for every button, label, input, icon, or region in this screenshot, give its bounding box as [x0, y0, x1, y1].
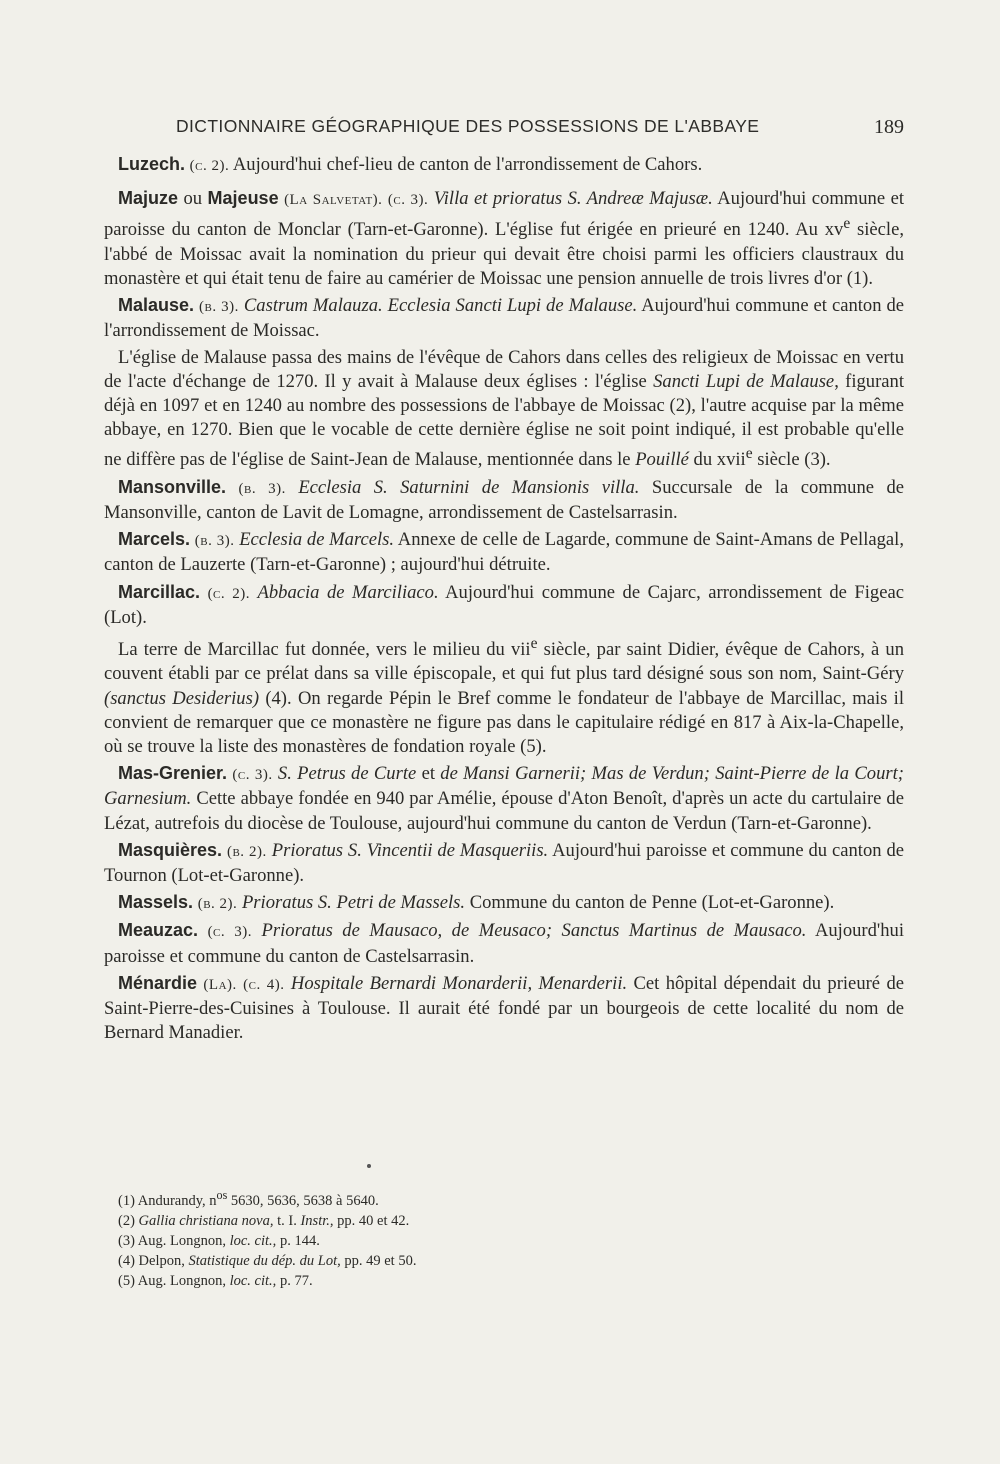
headword: Mansonville.	[118, 476, 227, 497]
paragraph-malause	[104, 346, 904, 473]
entry-masquieres	[104, 838, 904, 888]
entry-massels	[104, 890, 904, 916]
headword: Luzech.	[118, 154, 186, 174]
footnote-3	[118, 1231, 818, 1251]
headword: Meauzac.	[118, 920, 199, 941]
headword: Majuze	[118, 188, 179, 209]
entry-marcillac	[104, 580, 904, 630]
alternate-name: (La Salvetat).	[284, 192, 383, 209]
footnote-text: Aug. Longnon,	[137, 1232, 230, 1249]
latin-name: S. Petrus de Curte	[277, 763, 417, 785]
map-reference: (c. 3).	[387, 192, 429, 209]
footnote-4	[118, 1251, 818, 1271]
latin-name: Hospitale Bernardi Monarderii, Menarderii.	[290, 972, 628, 994]
headword-variant: Majeuse	[207, 188, 279, 209]
footnote-text: t. I.	[273, 1212, 301, 1229]
conjunction: ou	[183, 188, 203, 210]
superscript: os	[216, 1188, 228, 1202]
footnote-number: (4)	[118, 1252, 135, 1269]
entry-majuze	[104, 186, 904, 291]
running-header	[104, 116, 904, 142]
footnote-text: Aug. Longnon,	[137, 1272, 230, 1289]
headword: Marcels.	[118, 529, 191, 550]
footnote-title: loc. cit.,	[229, 1272, 277, 1289]
latin-name: Prioratus de Mausaco, de Meusaco; Sanctus Martinus de Mausaco.	[261, 920, 807, 942]
running-title: DICTIONNAIRE GÉOGRAPHIQUE DES POSSESSIONS DE L'ABBAYE	[176, 116, 760, 136]
headword: Mas-Grenier.	[118, 763, 228, 784]
alternate-name: (La).	[203, 976, 237, 993]
entry-malause	[104, 293, 904, 343]
superscript: e	[843, 215, 851, 233]
footnote-number: (5)	[118, 1272, 135, 1289]
map-reference: (b. 2).	[197, 896, 238, 913]
map-reference: (c. 3).	[232, 767, 273, 784]
latin-name: Ecclesia de Marcels.	[239, 529, 395, 551]
headword: Massels.	[118, 892, 194, 913]
entry-text: Aujourd'hui commune et canton de l'arrondissement de Moissac.	[104, 295, 905, 342]
paragraph-text: , figurant déjà en 1097 et en 1240 au nombre des possessions de l'abbaye de Moissac (2), l'autre acquise par la même abbaye, en 1270. Bien que le vocable de cette dernière église ne soit point indiqué, il est probable qu'elle ne diffère pas de l'église de Saint-Jean de Malause, mentionnée dans le	[104, 370, 905, 471]
page-number: 189	[874, 116, 904, 138]
footnote-text: Andurandy, n	[137, 1192, 217, 1209]
entry-text: Cet hôpital dépendait du prieuré de Saint-Pierre-des-Cuisines à Toulouse. Il aurait été fondé par un bourgeois de cette localité du nom de Bernard Manadier.	[104, 972, 904, 1044]
footnote-number: (2)	[118, 1212, 135, 1229]
entry-text: Commune du canton de Penne (Lot-et-Garonne).	[469, 892, 835, 914]
latin-name: Ecclesia S. Saturnini de Mansionis villa.	[298, 476, 640, 498]
entry-text-continued: siècle, l'abbé de Moissac avait la nomination du prieur qui devait être choisi parmi les officiers claustraux du monastère et qui était tenu de faire au camérier de Moissac une pension annuelle de trois livres d'or (1).	[104, 219, 904, 289]
map-reference: (c. 4).	[243, 976, 285, 993]
latin-name: Prioratus S. Petri de Massels.	[241, 892, 466, 914]
map-reference: (b. 2).	[226, 843, 267, 860]
entry-text: Aujourd'hui paroisse et commune du canton de Castelsarrasin.	[104, 920, 905, 967]
footnote-title: Gallia christiana nova,	[138, 1212, 274, 1229]
map-reference: (c. 2).	[189, 158, 230, 174]
footnote-5	[118, 1271, 818, 1291]
paragraph-text: siècle (3).	[752, 449, 831, 471]
headword: Ménardie	[118, 972, 198, 993]
footnote-1	[118, 1185, 818, 1211]
separator-dot	[367, 1164, 371, 1168]
footnote-text: p. 144.	[276, 1232, 320, 1249]
footnote-text: Delpon,	[138, 1252, 189, 1269]
footnote-2	[118, 1211, 818, 1231]
conjunction: et	[421, 763, 435, 785]
latin-name: Villa et prioratus S. Andreæ Majusæ.	[433, 188, 713, 210]
footnote-number: (1)	[118, 1192, 135, 1209]
map-reference: (b. 3).	[194, 533, 235, 550]
headword: Masquières.	[118, 839, 223, 860]
footnote-title: Instr.,	[300, 1212, 334, 1229]
footnote-text: pp. 40 et 42.	[333, 1212, 410, 1229]
entry-text: Annexe de celle de Lagarde, commune de Saint-Amans de Pellagal, canton de Lauzerte (Tarn-et-Garonne) ; aujourd'hui détruite.	[104, 529, 905, 576]
pouille-title: Pouillé	[635, 449, 689, 471]
latin-name: Abbacia de Marciliaco.	[257, 581, 439, 603]
footnote-number: (3)	[118, 1232, 135, 1249]
entry-marcels	[104, 527, 904, 577]
paragraph-text: du xvii	[688, 449, 746, 471]
entry-text: Aujourd'hui commune et paroisse du canton de Monclar (Tarn-et-Garonne). L'église fut érigée en prieuré en 1240. Au xv	[104, 188, 904, 241]
latin-name-continued: de Mansi Garnerii; Mas de Verdun; Saint-Pierre de la Court; Garnesium.	[104, 763, 904, 810]
entry-text: Succursale de la commune de Mansonville, canton de Lavit de Lomagne, arrondissement de Castelsarrasin.	[104, 476, 905, 524]
map-reference: (c. 3).	[207, 924, 252, 941]
headword: Malause.	[118, 295, 195, 316]
map-reference: (c. 2).	[207, 585, 250, 602]
paragraph-text: L'église de Malause passa des mains de l'évêque de Cahors dans celles des religieux de Moissac en vertu de l'acte d'échange de 1270. Il y avait à Malause deux églises : l'église	[104, 346, 904, 392]
entry-text: Aujourd'hui chef-lieu de canton de l'arrondissement de Cahors.	[232, 154, 703, 175]
map-reference: (b. 3).	[238, 480, 286, 497]
entry-text: Aujourd'hui paroisse et commune du canton de Tournon (Lot-et-Garonne).	[104, 839, 905, 887]
footnote-text: 5630, 5636, 5638 à 5640.	[227, 1192, 379, 1209]
latin-name: (sanctus Desiderius)	[104, 687, 260, 709]
footnote-title: Statistique du dép. du Lot,	[188, 1252, 341, 1269]
latin-name: Castrum Malauza. Ecclesia Sancti Lupi de Malause.	[243, 295, 638, 317]
superscript: e	[530, 635, 538, 653]
entry-mansonville	[104, 475, 904, 525]
footnotes	[118, 1185, 818, 1291]
footnote-text: pp. 49 et 50.	[340, 1252, 417, 1269]
paragraph-text: La terre de Marcillac fut donnée, vers le milieu du vii	[118, 639, 531, 661]
entry-mas-grenier	[104, 761, 904, 836]
paragraph-marcillac	[104, 632, 904, 759]
headword: Marcillac.	[118, 581, 201, 602]
dictionary-body	[104, 152, 904, 1047]
latin-name: Sancti Lupi de Malause	[653, 370, 835, 392]
latin-name: Prioratus S. Vincentii de Masqueriis.	[271, 839, 549, 861]
entry-meauzac	[104, 918, 904, 968]
entry-text: Aujourd'hui commune de Cajarc, arrondissement de Figeac (Lot).	[104, 581, 904, 628]
paragraph-text: (4). On regarde Pépin le Bref comme le fondateur de l'abbaye de Marcillac, mais il convient de remarquer que ce monastère ne figure pas dans le capitulaire rédigé en 817 à Aix-la-Chapelle, où se trouve la liste des monastères de fondation royale (5).	[104, 687, 904, 758]
entry-menardie	[104, 971, 904, 1046]
superscript: e	[745, 445, 753, 463]
paragraph-text: siècle, par saint Didier, évêque de Cahors, à un couvent établi par ce prélat dans sa ville épiscopale, et qui fut plus tard désigné sous son nom, Saint-Géry	[104, 639, 904, 685]
entry-luzech	[104, 152, 904, 178]
entry-text: Cette abbaye fondée en 940 par Amélie, épouse d'Aton Benoît, d'après un acte du cartulaire de Lézat, autrefois du diocèse de Toulouse, aujourd'hui commune du canton de Verdun (Tarn-et-Garonne).	[104, 788, 904, 834]
footnote-text: p. 77.	[276, 1272, 313, 1289]
footnote-title: loc. cit.,	[229, 1232, 277, 1249]
map-reference: (b. 3).	[199, 299, 239, 316]
